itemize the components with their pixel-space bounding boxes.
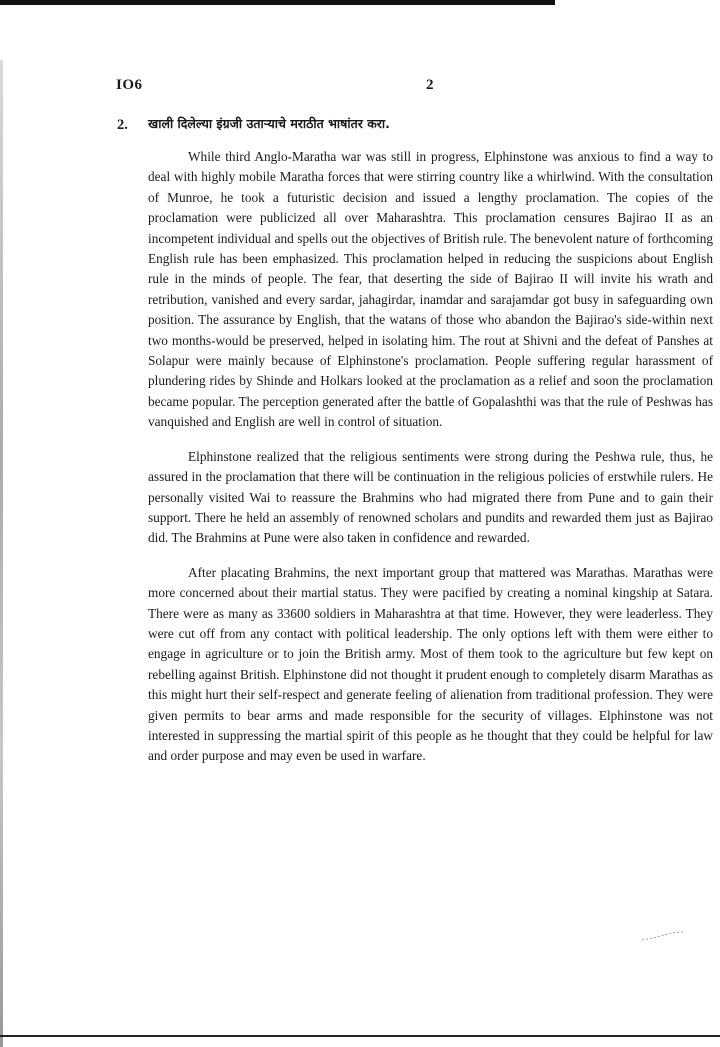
paper-code: IO6 [116, 77, 143, 93]
paragraph-2: Elphinstone realized that the religious sentiments were strong during the Peshwa rule, thus, he assured in the proclamation that there will be continuation in the religious policies of erstwhile rulers. He personally visited Wai to reassure the Brahmins who had migrated there from Pune and to gain their support. There he held an assembly of renowned scholars and pundits and rewarded them just as Bajirao did. The Brahmins at Pune were also taken in confidence and rewarded. [148, 448, 713, 546]
passage [148, 147, 713, 781]
paragraph-3: After placating Brahmins, the next important group that mattered was Marathas. Marathas were more concerned about their martial status. They were pacified by creating a nominal kingship at Satara. There were as many as 33600 soldiers in Maharashtra at that time. However, they were leaderless. They were cut off from any contact with political leadership. The only options left with them were either to engage in agriculture or to join the British army. Most of them took to the agriculture but few kept on rebelling against British. Elphinstone did not thought it prudent enough to completely disarm Marathas as this might hurt their self-respect and generate feeling of alienation from traditional profession. They were given permits to bear arms and made responsible for the security of villages. Elphinstone was not interested in suppressing the martial spirit of this people as he thought that they could be helpful for law and order purpose and may even be used in warfare. [148, 564, 713, 764]
top-border-rule [0, 0, 555, 5]
question-instruction: खाली दिलेल्या इंग्रजी उताऱ्याचे मराठीत भाषांतर करा. [148, 116, 390, 131]
paragraph-1: While third Anglo-Maratha war was still in progress, Elphinstone was anxious to find a way to deal with highly mobile Maratha forces that were stirring country like a whirlwind. With the consultation of Munroe, he took a futuristic decision and issued a lengthy proclamation. The copies of the proclamation were publicized all over Maharashtra. This proclamation censures Bajirao II as an incompetent individual and spells out the objectives of British rule. The benevolent nature of forthcoming English rule has been emphasized. This proclamation helped in reducing the suspicions about English rule in the minds of people. The fear, that deserting the side of Bajirao II will invite his wrath and retribution, vanished and every sardar, jahagirdar, inamdar and sarajamdar got busy in safeguarding own position. The assurance by English, that the watans of those who abandon the Bajirao's side-within next two months-would be preserved, helped in isolating him. The rout at Shivni and the defeat of Panshes at Solapur were mainly because of Elphinstone's proclamation. People suffering regular harassment of plundering rides by Shinde and Holkars looked at the proclamation as a relief and soon the proclamation became popular. The perception generated after the battle of Gopalashthi was that the rule of Peshwas has vanquished and English are well in control of situation. [148, 149, 713, 430]
question-number: 2. [117, 117, 128, 133]
pencil-mark [640, 930, 686, 942]
scan-left-edge [0, 60, 3, 1047]
page-number: 2 [426, 77, 434, 93]
bottom-border-rule [0, 1035, 720, 1037]
